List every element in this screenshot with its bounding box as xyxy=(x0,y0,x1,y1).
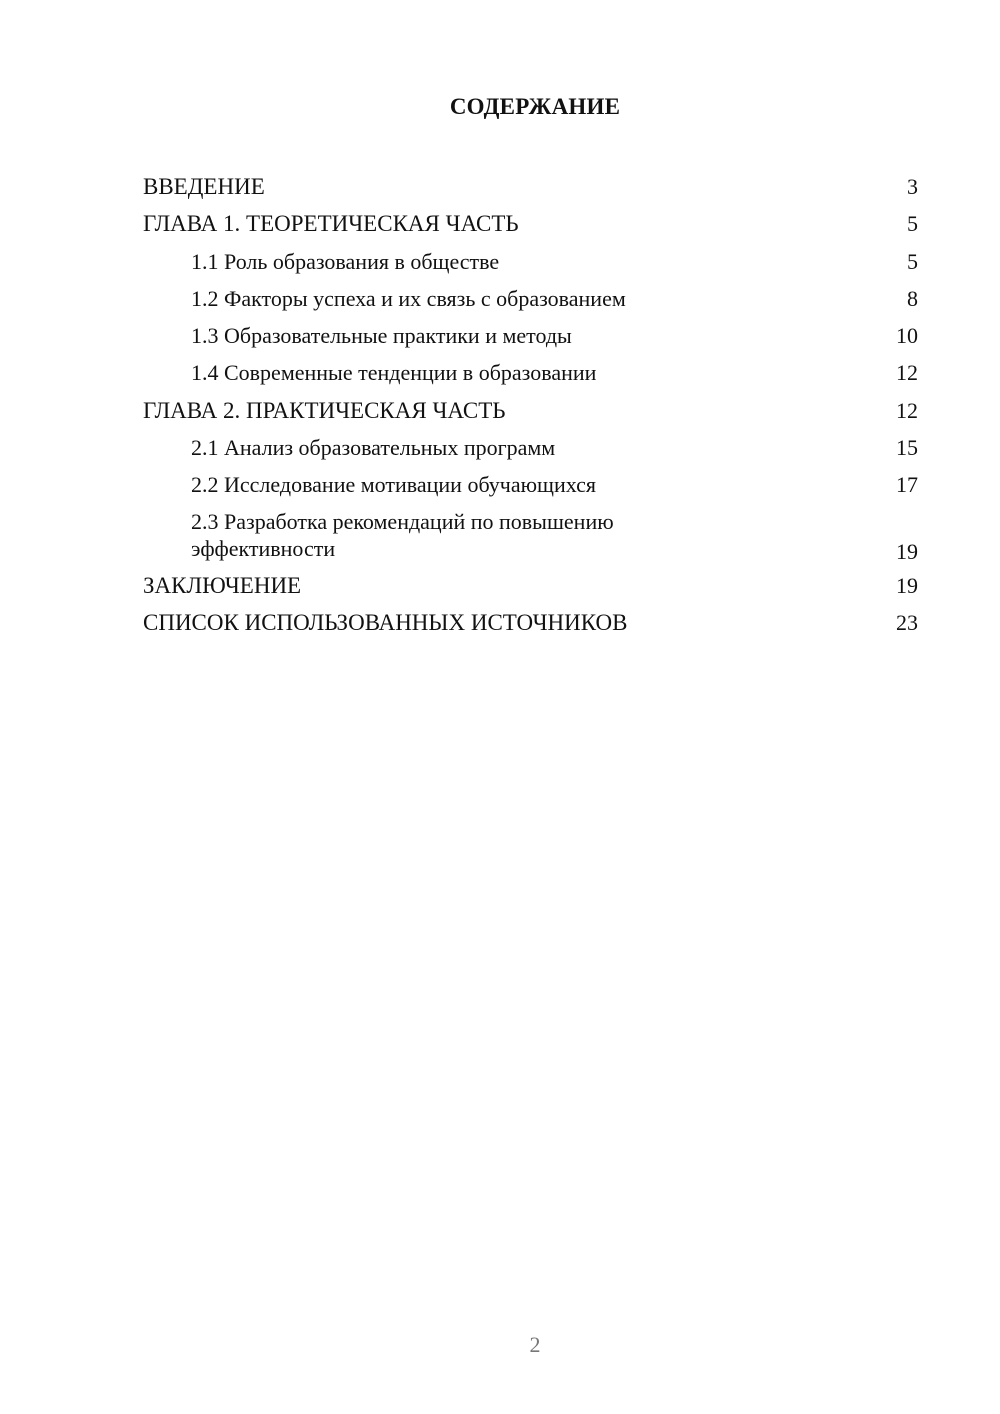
toc-entry-label: 2.1 Анализ образовательных программ xyxy=(191,435,556,461)
toc-entry-section-2-1[interactable] xyxy=(143,429,918,466)
toc-entry-page: 17 xyxy=(896,472,918,498)
table-of-contents xyxy=(143,168,918,641)
toc-entry-introduction[interactable] xyxy=(143,168,918,205)
toc-entry-chapter-1[interactable] xyxy=(143,205,918,242)
toc-entry-section-2-3[interactable] xyxy=(143,504,918,567)
toc-entry-label: 2.3 Разработка рекомендаций по повышению эффективности xyxy=(191,508,614,561)
toc-entry-label: 2.2 Исследование мотивации обучающихся xyxy=(191,472,597,498)
toc-entry-page: 12 xyxy=(896,397,918,423)
toc-entry-section-1-3[interactable] xyxy=(143,317,918,354)
toc-entry-label: 1.2 Факторы успеха и их связь с образованием xyxy=(191,285,626,311)
toc-entry-conclusion[interactable] xyxy=(143,567,918,604)
toc-entry-label: 1.3 Образовательные практики и методы xyxy=(191,323,572,349)
toc-entry-label: ВВЕДЕНИЕ xyxy=(143,174,265,199)
toc-entry-page: 5 xyxy=(907,211,918,237)
toc-entry-label: СПИСОК ИСПОЛЬЗОВАННЫХ ИСТОЧНИКОВ xyxy=(143,609,628,635)
toc-entry-label: ГЛАВА 2. ПРАКТИЧЕСКАЯ ЧАСТЬ xyxy=(143,397,506,423)
toc-entry-page: 12 xyxy=(896,360,918,386)
toc-entry-page: 23 xyxy=(896,609,918,635)
toc-entry-section-1-1[interactable] xyxy=(143,243,918,280)
toc-entry-page: 10 xyxy=(896,323,918,349)
page-number: 2 xyxy=(529,1332,541,1357)
toc-entry-section-2-2[interactable] xyxy=(143,466,918,503)
toc-entry-label: 1.4 Современные тенденции в образовании xyxy=(191,360,597,386)
toc-entry-references[interactable] xyxy=(143,604,918,641)
page-title: СОДЕРЖАНИЕ xyxy=(449,94,621,119)
toc-entry-page: 19 xyxy=(896,538,918,564)
toc-entry-chapter-2[interactable] xyxy=(143,392,918,429)
toc-entry-page: 3 xyxy=(907,174,918,199)
toc-entry-page: 8 xyxy=(907,285,918,311)
toc-entry-section-1-2[interactable] xyxy=(143,280,918,317)
toc-entry-section-1-4[interactable] xyxy=(143,354,918,391)
toc-entry-label: ГЛАВА 1. ТЕОРЕТИЧЕСКАЯ ЧАСТЬ xyxy=(143,211,519,237)
toc-entry-page: 19 xyxy=(896,572,918,598)
toc-entry-page: 15 xyxy=(896,435,918,461)
toc-entry-label: ЗАКЛЮЧЕНИЕ xyxy=(143,572,302,598)
toc-entry-page: 5 xyxy=(907,248,918,274)
toc-entry-label: 1.1 Роль образования в обществе xyxy=(191,248,500,274)
